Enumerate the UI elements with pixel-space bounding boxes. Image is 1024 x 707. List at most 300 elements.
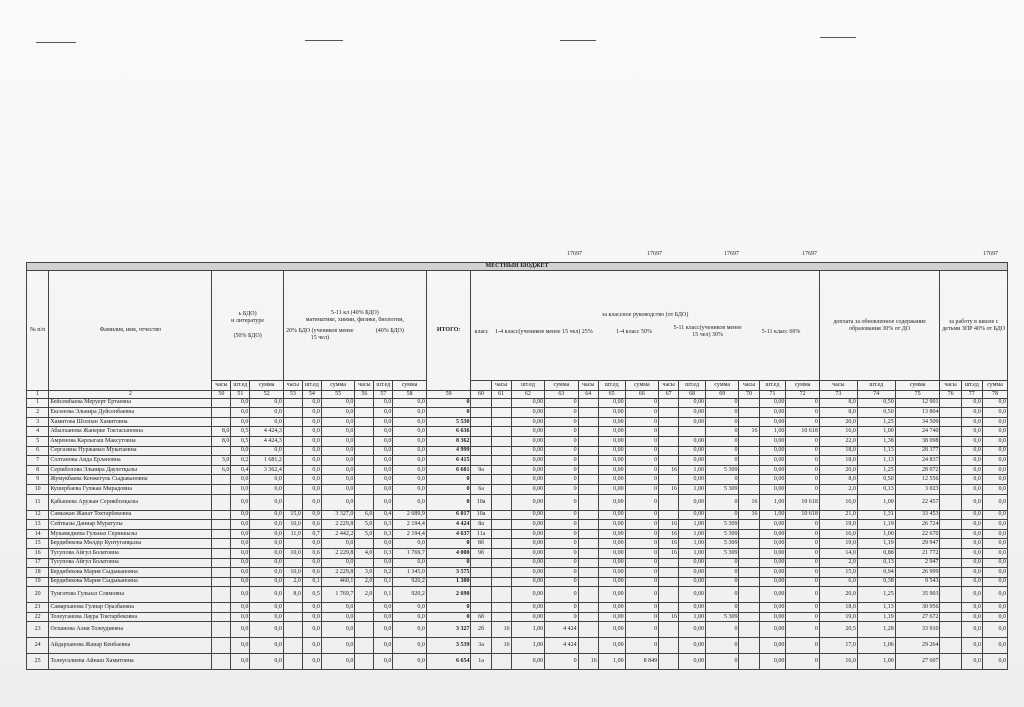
table-cell: 0,0 <box>250 398 284 408</box>
table-cell: 0,0 <box>321 446 355 456</box>
table-cell <box>491 577 511 587</box>
table-cell: 920,2 <box>393 587 427 603</box>
table-cell: 0 <box>705 475 739 485</box>
employee-name: Жумукбаева Кенжегуль Сыдыкановна <box>49 475 212 485</box>
table-cell <box>940 558 961 568</box>
table-cell: 0,0 <box>321 539 355 549</box>
class-cell: 9б <box>471 548 491 558</box>
table-cell: 0,0 <box>231 398 250 408</box>
table-row <box>27 465 1008 475</box>
table-cell <box>283 436 302 446</box>
table-cell: 0,0 <box>321 612 355 622</box>
employee-name: Самарханова Гулнар Оразбаевна <box>49 603 212 613</box>
table-cell: 0,00 <box>679 436 706 446</box>
table-cell: 0,0 <box>982 484 1007 494</box>
table-cell <box>940 638 961 654</box>
table-cell: 0,0 <box>321 436 355 446</box>
table-cell: 0 <box>545 654 579 670</box>
column-number: 52 <box>250 390 284 398</box>
table-cell <box>659 654 679 670</box>
table-cell <box>739 520 759 530</box>
table-cell <box>739 446 759 456</box>
total-cell: 0 <box>426 558 471 568</box>
table-cell: 26 724 <box>895 520 940 530</box>
table-cell: 16,0 <box>819 529 857 539</box>
table-cell: 28 377 <box>895 446 940 456</box>
table-cell: 0,0 <box>393 408 427 418</box>
table-cell: 16 <box>739 494 759 510</box>
total-cell: 6 636 <box>426 427 471 437</box>
table-cell: 0,0 <box>231 408 250 418</box>
table-cell: 0 <box>625 638 659 654</box>
table-cell: 0,88 <box>857 548 895 558</box>
table-cell <box>940 436 961 446</box>
table-cell <box>491 568 511 578</box>
table-cell: 0,00 <box>759 558 786 568</box>
itogo-header: ИТОГО: <box>426 271 471 391</box>
table-cell: 0,00 <box>511 484 545 494</box>
table-cell: 0 <box>625 529 659 539</box>
table-cell: 0,0 <box>321 456 355 466</box>
table-cell <box>283 456 302 466</box>
table-cell: 0,0 <box>961 427 982 437</box>
table-cell <box>283 398 302 408</box>
table-cell: 0,0 <box>982 417 1007 427</box>
employee-name: Тусупова Айгул Болатовна <box>49 558 212 568</box>
table-cell <box>491 654 511 670</box>
table-cell: 920,2 <box>393 577 427 587</box>
employee-name: Сейтказы Даниар Муратулы <box>49 520 212 530</box>
table-cell: 5 309 <box>705 484 739 494</box>
table-cell <box>283 465 302 475</box>
table-cell: 0,0 <box>321 484 355 494</box>
table-cell: 0,00 <box>598 475 625 485</box>
column-number: 57 <box>374 390 393 398</box>
bdo-lit-header: ь БДО) и литературе (50% БДО) <box>212 271 283 381</box>
table-cell: 0,0 <box>374 603 393 613</box>
table-cell: 2,0 <box>819 558 857 568</box>
table-cell: 0 <box>625 465 659 475</box>
table-cell: 460,1 <box>321 577 355 587</box>
row-number: 18 <box>27 568 49 578</box>
table-cell: 21,0 <box>819 510 857 520</box>
class-cell: 2б <box>471 622 491 638</box>
table-cell <box>355 612 374 622</box>
column-number: 75 <box>895 390 940 398</box>
column-number: 61 <box>491 390 511 398</box>
row-number: 5 <box>27 436 49 446</box>
table-cell: 0,00 <box>511 577 545 587</box>
table-cell <box>659 446 679 456</box>
table-cell: 1,00 <box>759 510 786 520</box>
table-cell: 0 <box>625 587 659 603</box>
table-cell: 16 <box>491 622 511 638</box>
table-cell <box>578 417 598 427</box>
table-cell: 10,0 <box>283 548 302 558</box>
table-cell: 0,0 <box>302 427 321 437</box>
table-cell: 5 309 <box>705 548 739 558</box>
table-cell <box>659 622 679 638</box>
row-number: 11 <box>27 494 49 510</box>
table-cell: 0 <box>625 427 659 437</box>
table-cell <box>491 529 511 539</box>
table-cell <box>578 494 598 510</box>
table-cell <box>355 436 374 446</box>
table-cell <box>739 529 759 539</box>
table-cell <box>578 456 598 466</box>
class-cell: 1а <box>471 654 491 670</box>
table-cell: 0 <box>705 638 739 654</box>
col-sum: сумма <box>545 381 579 391</box>
table-cell: 0,00 <box>511 408 545 418</box>
table-cell <box>212 529 231 539</box>
table-cell <box>355 398 374 408</box>
table-cell: 0,00 <box>679 603 706 613</box>
table-cell: 0,0 <box>393 539 427 549</box>
table-cell: 0,0 <box>982 638 1007 654</box>
table-cell: 0,0 <box>302 398 321 408</box>
table-cell: 0,0 <box>302 622 321 638</box>
table-cell: 0,0 <box>321 654 355 670</box>
table-cell <box>578 408 598 418</box>
table-cell <box>212 638 231 654</box>
table-cell: 2 229,8 <box>321 520 355 530</box>
table-cell: 0,0 <box>302 446 321 456</box>
table-cell: 8,0 <box>819 408 857 418</box>
table-cell: 10 618 <box>786 510 820 520</box>
table-cell: 0,00 <box>598 603 625 613</box>
table-cell: 0,0 <box>982 465 1007 475</box>
table-cell: 19,0 <box>819 539 857 549</box>
table-row <box>27 427 1008 437</box>
employee-name: Қабышева Аружан Серикболқызы <box>49 494 212 510</box>
table-cell: 0,00 <box>511 539 545 549</box>
table-cell <box>355 654 374 670</box>
table-cell: 0,00 <box>511 558 545 568</box>
table-cell <box>739 539 759 549</box>
table-cell: 0 <box>625 603 659 613</box>
table-cell <box>212 548 231 558</box>
table-cell: 17,0 <box>819 638 857 654</box>
total-cell: 0 <box>426 484 471 494</box>
table-cell: 5 309 <box>705 612 739 622</box>
employee-name: Айдарханова Жанар Кенбаевна <box>49 638 212 654</box>
header-row <box>27 271 1008 381</box>
table-row <box>27 577 1008 587</box>
table-cell: 9 543 <box>895 577 940 587</box>
table-cell: 0,0 <box>250 529 284 539</box>
table-cell: 22 457 <box>895 494 940 510</box>
table-cell: 0,00 <box>759 654 786 670</box>
table-cell: 0,0 <box>961 436 982 446</box>
table-cell: 1,31 <box>857 510 895 520</box>
table-cell: 0,0 <box>961 475 982 485</box>
table-cell: 0,0 <box>374 436 393 446</box>
table-cell: 0,00 <box>759 446 786 456</box>
table-cell <box>491 446 511 456</box>
table-cell: 2,0 <box>355 577 374 587</box>
table-cell <box>355 622 374 638</box>
class-cell <box>471 568 491 578</box>
table-cell: 0,00 <box>511 548 545 558</box>
row-number: 4 <box>27 427 49 437</box>
table-cell <box>578 475 598 485</box>
table-row <box>27 475 1008 485</box>
table-cell: 0 <box>545 475 579 485</box>
table-cell: 1,00 <box>679 520 706 530</box>
table-cell <box>739 654 759 670</box>
table-cell: 0 <box>705 417 739 427</box>
table-cell: 35 903 <box>895 587 940 603</box>
table-row <box>27 603 1008 613</box>
table-cell: 0,00 <box>759 603 786 613</box>
table-cell: 0,0 <box>982 568 1007 578</box>
table-cell: 0 <box>705 456 739 466</box>
col-sum: сумма <box>705 381 739 391</box>
table-cell: 16 <box>578 654 598 670</box>
table-cell <box>491 603 511 613</box>
table-cell: 26 999 <box>895 568 940 578</box>
zpr-header: за работу в школе с детьми ЗПР 40% от БДО <box>940 271 1008 381</box>
table-cell <box>578 436 598 446</box>
table-cell <box>491 417 511 427</box>
table-cell <box>659 510 679 520</box>
table-cell: 16 <box>659 465 679 475</box>
table-cell <box>578 558 598 568</box>
row-number: 3 <box>27 417 49 427</box>
table-cell: 0,0 <box>250 475 284 485</box>
table-cell: 0,0 <box>250 539 284 549</box>
table-cell <box>659 427 679 437</box>
table-cell: 0,00 <box>679 475 706 485</box>
row-number: 1 <box>27 398 49 408</box>
table-cell: 2 442,2 <box>321 529 355 539</box>
table-cell: 0,00 <box>598 558 625 568</box>
table-cell <box>355 603 374 613</box>
table-cell: 0 <box>786 612 820 622</box>
table-cell: 3,0 <box>355 568 374 578</box>
table-cell: 8,0 <box>819 398 857 408</box>
table-cell: 0,0 <box>374 484 393 494</box>
table-cell: 0,0 <box>982 446 1007 456</box>
table-cell: 0,5 <box>231 427 250 437</box>
employee-name: Тусупова Айгул Болатовна <box>49 548 212 558</box>
table-cell: 0,13 <box>857 484 895 494</box>
table-cell: 0,0 <box>321 638 355 654</box>
table-cell: 0,0 <box>302 494 321 510</box>
table-cell: 0,00 <box>759 587 786 603</box>
table-cell: 0,00 <box>759 539 786 549</box>
table-cell: 0,00 <box>598 539 625 549</box>
table-cell <box>283 612 302 622</box>
table-cell <box>659 577 679 587</box>
table-cell <box>212 398 231 408</box>
table-cell <box>283 408 302 418</box>
table-cell: 27 607 <box>895 654 940 670</box>
table-cell: 0 <box>625 548 659 558</box>
table-cell: 0,0 <box>231 529 250 539</box>
table-cell: 0,0 <box>302 603 321 613</box>
row-number: 17 <box>27 558 49 568</box>
table-cell <box>491 510 511 520</box>
table-cell: 0,0 <box>961 612 982 622</box>
table-cell: 0,0 <box>982 475 1007 485</box>
employee-name: Оспанова Алия Толеудиевна <box>49 622 212 638</box>
table-cell: 0,0 <box>250 654 284 670</box>
table-cell: 0,00 <box>511 612 545 622</box>
table-cell <box>578 529 598 539</box>
table-cell: 0,0 <box>393 398 427 408</box>
table-cell <box>283 603 302 613</box>
col-hours: часы <box>491 381 511 391</box>
table-cell: 0 <box>786 520 820 530</box>
table-cell: 0 <box>705 510 739 520</box>
table-cell: 0,0 <box>231 539 250 549</box>
table-cell: 0,0 <box>982 587 1007 603</box>
table-cell <box>355 484 374 494</box>
table-cell: 0,9 <box>302 510 321 520</box>
table-cell: 0,0 <box>982 548 1007 558</box>
table-cell: 21 772 <box>895 548 940 558</box>
table-cell <box>355 465 374 475</box>
table-cell: 0,0 <box>231 603 250 613</box>
table-cell: 8,0 <box>283 587 302 603</box>
table-cell: 1,00 <box>857 529 895 539</box>
table-cell: 0,00 <box>511 603 545 613</box>
class-cell: 10а <box>471 494 491 510</box>
col-sum: сумма <box>393 381 427 391</box>
table-cell: 2,0 <box>283 577 302 587</box>
table-cell: 0,0 <box>982 436 1007 446</box>
table-cell <box>659 638 679 654</box>
row-number: 25 <box>27 654 49 670</box>
table-cell: 0 <box>786 484 820 494</box>
table-cell: 0,0 <box>302 465 321 475</box>
table-cell: 27 672 <box>895 612 940 622</box>
table-cell <box>940 475 961 485</box>
table-cell: 0,0 <box>393 603 427 613</box>
table-cell: 0 <box>625 568 659 578</box>
row-number: 2 <box>27 408 49 418</box>
table-cell: 0 <box>625 539 659 549</box>
table-row <box>27 529 1008 539</box>
table-cell: 2 194,4 <box>393 529 427 539</box>
table-cell: 0,0 <box>250 577 284 587</box>
table-cell: 0 <box>786 654 820 670</box>
table-cell: 0,00 <box>511 568 545 578</box>
table-cell <box>283 622 302 638</box>
table-cell: 0,6 <box>302 520 321 530</box>
table-cell: 6,0 <box>819 577 857 587</box>
table-cell: 0,0 <box>961 577 982 587</box>
table-cell: 5,0 <box>355 520 374 530</box>
table-cell: 0 <box>545 494 579 510</box>
table-cell: 0,00 <box>511 398 545 408</box>
table-cell <box>940 654 961 670</box>
table-cell: 0 <box>625 612 659 622</box>
table-cell <box>739 612 759 622</box>
table-cell <box>940 622 961 638</box>
employee-name: Бердибекова Мөлдір Кунтуганқызы <box>49 539 212 549</box>
table-cell <box>679 427 706 437</box>
table-cell: 1,00 <box>857 427 895 437</box>
top-number: 17697 <box>724 251 739 257</box>
table-cell: 0,00 <box>511 465 545 475</box>
table-cell: 0,50 <box>857 398 895 408</box>
table-cell: 0,00 <box>679 510 706 520</box>
table-cell: 0 <box>786 587 820 603</box>
table-cell: 0,0 <box>961 529 982 539</box>
table-cell <box>739 456 759 466</box>
col-sum: сумма <box>321 381 355 391</box>
table-cell: 0 <box>786 539 820 549</box>
row-number: 24 <box>27 638 49 654</box>
row-number: 8 <box>27 465 49 475</box>
table-cell: 0,0 <box>231 475 250 485</box>
table-cell <box>491 558 511 568</box>
table-cell: 0,0 <box>231 484 250 494</box>
class-cell <box>471 558 491 568</box>
table-cell: 0,0 <box>231 510 250 520</box>
table-cell: 0,0 <box>982 520 1007 530</box>
table-cell: 0 <box>786 465 820 475</box>
total-cell: 6 017 <box>426 510 471 520</box>
table-cell: 2 689,9 <box>393 510 427 520</box>
table-cell: 0,0 <box>393 456 427 466</box>
table-cell <box>355 494 374 510</box>
table-cell <box>659 494 679 510</box>
table-cell <box>739 558 759 568</box>
table-cell: 0,0 <box>302 475 321 485</box>
table-cell: 0 <box>786 417 820 427</box>
table-cell: 0,0 <box>961 587 982 603</box>
table-cell: 0,00 <box>759 408 786 418</box>
table-row <box>27 494 1008 510</box>
table-cell: 0 <box>786 577 820 587</box>
name-header: Фамилия, имя, отчество <box>49 271 212 391</box>
table-cell <box>491 587 511 603</box>
table-cell <box>659 475 679 485</box>
table-cell <box>355 417 374 427</box>
table-cell: 0,00 <box>598 417 625 427</box>
table-cell: 0,0 <box>250 417 284 427</box>
table-cell: 0,0 <box>374 465 393 475</box>
table-cell: 0 <box>545 417 579 427</box>
top-number: 17697 <box>983 251 998 257</box>
table-cell: 1 769,7 <box>393 548 427 558</box>
table-cell: 6,0 <box>355 510 374 520</box>
table-cell <box>491 612 511 622</box>
column-number: 63 <box>545 390 579 398</box>
table-cell: 0,00 <box>759 612 786 622</box>
table-cell <box>212 654 231 670</box>
table-cell <box>739 638 759 654</box>
total-cell: 0 <box>426 494 471 510</box>
table-cell: 0,00 <box>598 529 625 539</box>
table-cell: 0,00 <box>679 577 706 587</box>
table-cell: 0 <box>545 603 579 613</box>
table-cell: 16 <box>659 520 679 530</box>
table-cell <box>940 510 961 520</box>
employee-name: Амренова Карлыгаш Максутовна <box>49 436 212 446</box>
table-cell: 1,00 <box>679 539 706 549</box>
table-cell: 0,00 <box>598 587 625 603</box>
table-cell: 0,0 <box>374 475 393 485</box>
table-cell: 0 <box>625 446 659 456</box>
column-number: 2 <box>49 390 212 398</box>
table-cell: 0 <box>786 603 820 613</box>
table-cell <box>212 603 231 613</box>
